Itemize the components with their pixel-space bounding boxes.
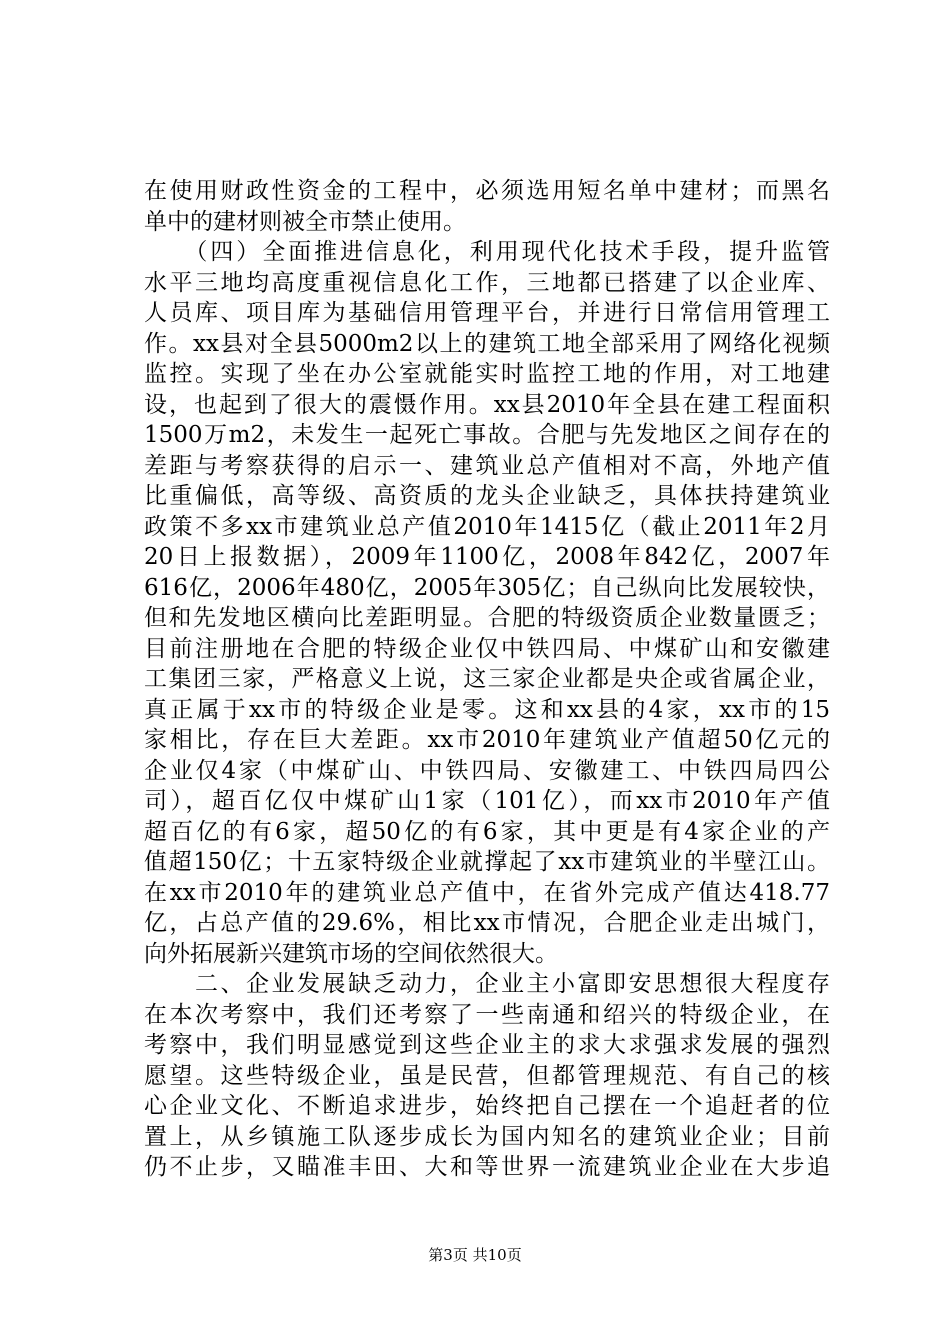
text-line: 工集团三家，严格意义上说，这三家企业都是央企或省属企业， bbox=[144, 666, 830, 692]
text-line: 家相比，存在巨大差距。xx市2010年建筑业产值超50亿元的 bbox=[144, 727, 830, 753]
document-body bbox=[144, 176, 830, 1183]
text-line: （四）全面推进信息化，利用现代化技术手段，提升监管 bbox=[144, 239, 830, 265]
text-line: 考察中，我们明显感觉到这些企业主的求大求强求发展的强烈 bbox=[144, 1032, 830, 1058]
text-line: 二、企业发展缺乏动力，企业主小富即安思想很大程度存 bbox=[144, 971, 830, 997]
text-line: 1500万m2，未发生一起死亡事故。合肥与先发地区之间存在的 bbox=[144, 422, 830, 448]
text-line: 作。xx县对全县5000m2以上的建筑工地全部采用了网络化视频 bbox=[144, 330, 830, 357]
text-line: 差距与考察获得的启示一、建筑业总产值相对不高，外地产值 bbox=[144, 452, 830, 479]
text-line: 水平三地均高度重视信息化工作，三地都已搭建了以企业库、 bbox=[144, 269, 830, 296]
text-line: 愿望。这些特级企业，虽是民营，但都管理规范、有自己的核 bbox=[144, 1062, 830, 1089]
page-number-footer: 第3页 共10页 bbox=[428, 1246, 522, 1264]
text-line: 20日上报数据），2009年1100亿，2008年842亿，2007年 bbox=[144, 544, 830, 570]
text-line: 企业仅4家（中煤矿山、中铁四局、安徽建工、中铁四局四公 bbox=[144, 757, 830, 784]
text-line: 置上，从乡镇施工队逐步成长为国内知名的建筑业企业；目前 bbox=[144, 1123, 830, 1150]
text-line: 值超150亿；十五家特级企业就撑起了xx市建筑业的半壁江山。 bbox=[144, 849, 830, 875]
text-line: 心企业文化、不断追求进步，始终把自己摆在一个追赶者的位 bbox=[144, 1093, 830, 1119]
text-line: 真正属于xx市的特级企业是零。这和xx县的4家，xx市的15 bbox=[144, 696, 830, 723]
text-line: 616亿，2006年480亿，2005年305亿；自己纵向比发展较快， bbox=[144, 574, 830, 601]
text-line: 超百亿的有6家，超50亿的有6家，其中更是有4家企业的产 bbox=[144, 818, 830, 845]
text-line: 目前注册地在合肥的特级企业仅中铁四局、中煤矿山和安徽建 bbox=[144, 635, 830, 662]
text-line: 人员库、项目库为基础信用管理平台，并进行日常信用管理工 bbox=[144, 300, 830, 326]
text-line: 设，也起到了很大的震慑作用。xx县2010年全县在建工程面积 bbox=[144, 391, 830, 418]
text-line: 仍不止步，又瞄准丰田、大和等世界一流建筑业企业在大步追 bbox=[144, 1154, 830, 1180]
text-line: 向外拓展新兴建筑市场的空间依然很大。 bbox=[144, 940, 558, 967]
text-line: 在xx市2010年的建筑业总产值中，在省外完成产值达418.77 bbox=[144, 879, 830, 906]
text-line: 在本次考察中，我们还考察了一些南通和绍兴的特级企业，在 bbox=[144, 1001, 830, 1028]
text-line: 单中的建材则被全市禁止使用。 bbox=[144, 208, 466, 235]
text-line: 比重偏低，高等级、高资质的龙头企业缺乏，具体扶持建筑业 bbox=[144, 483, 830, 509]
text-line: 政策不多xx市建筑业总产值2010年1415亿（截止2011年2月 bbox=[144, 513, 830, 540]
text-line: 司），超百亿仅中煤矿山1家（101亿），而xx市2010年产值 bbox=[144, 788, 830, 814]
text-line: 但和先发地区横向比差距明显。合肥的特级资质企业数量匮乏； bbox=[144, 605, 830, 631]
text-line: 监控。实现了坐在办公室就能实时监控工地的作用，对工地建 bbox=[144, 361, 830, 387]
text-line: 在使用财政性资金的工程中，必须选用短名单中建材；而黑名 bbox=[144, 178, 830, 204]
text-line: 亿，占总产值的29.6%，相比xx市情况，合肥企业走出城门， bbox=[144, 910, 830, 936]
